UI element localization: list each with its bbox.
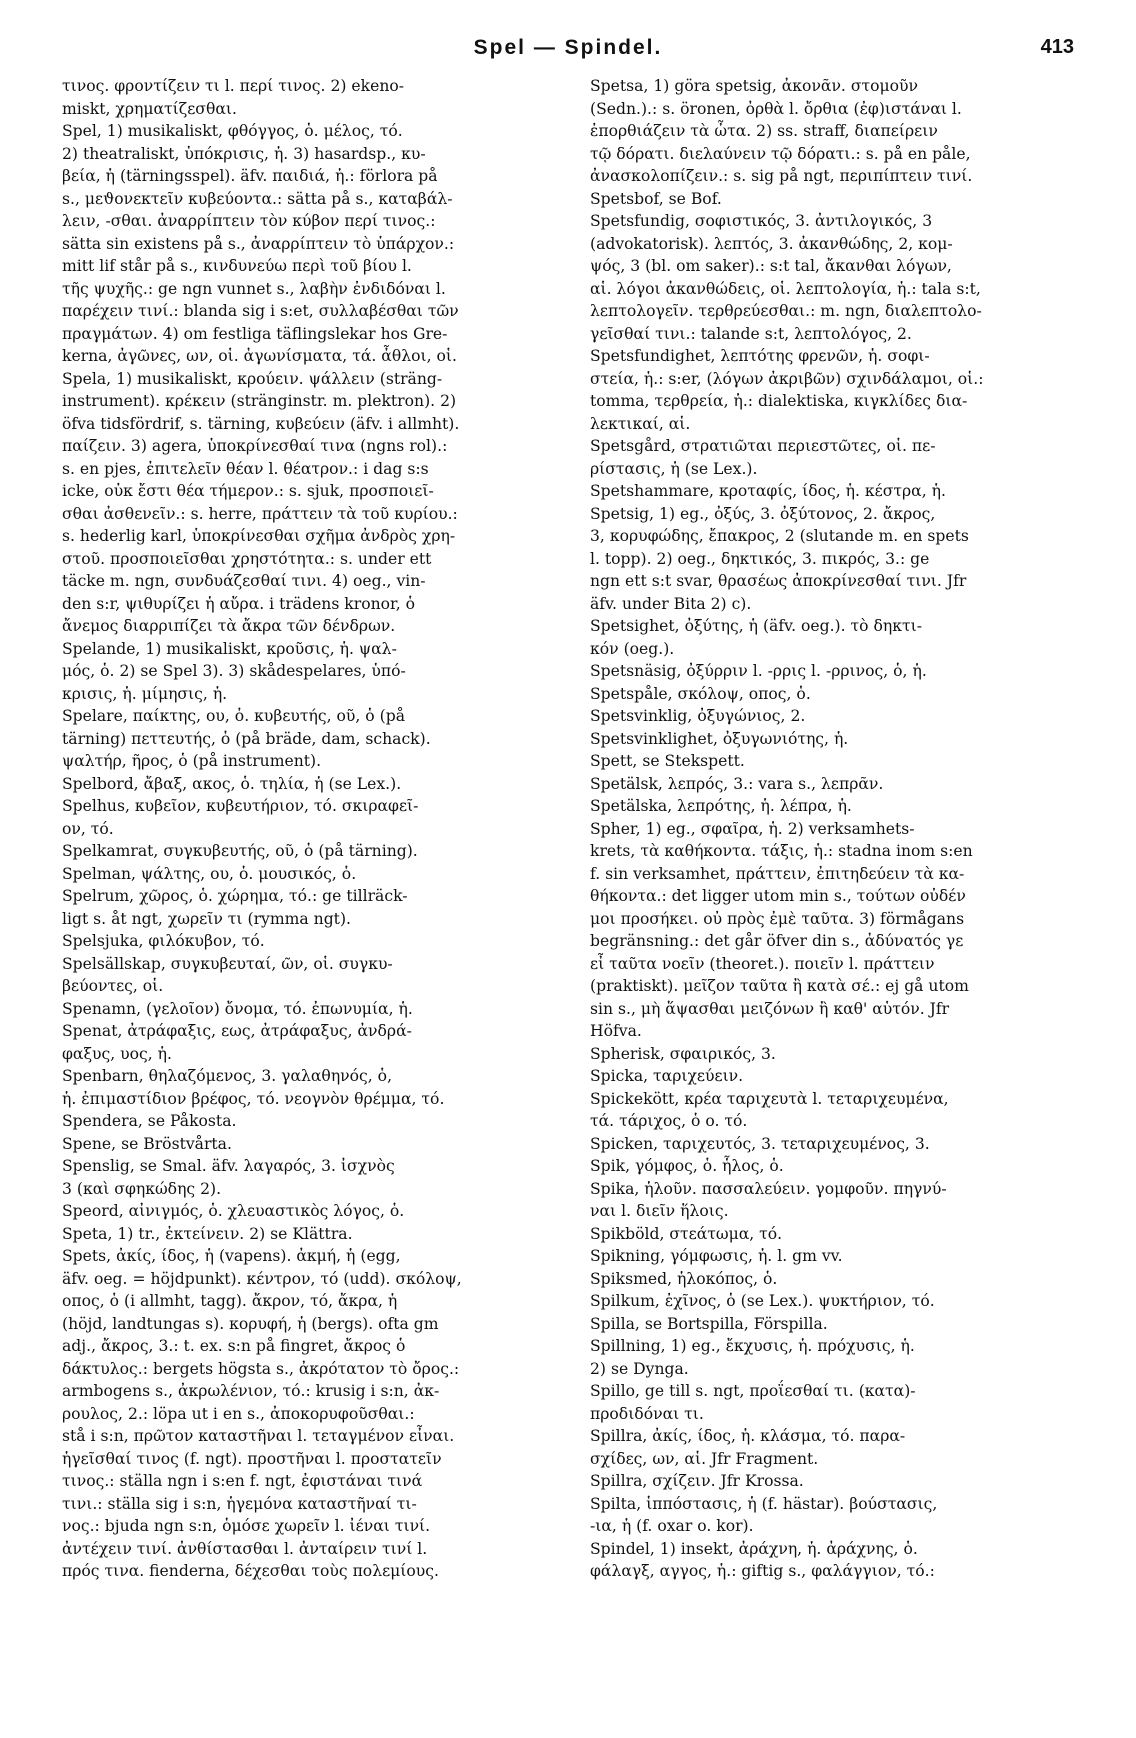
entry-line: ψαλτήρ, ῆρος, ὁ (på instrument).	[62, 752, 322, 770]
entry-line: tomma, τερθρεία, ἡ.: dialektiska, κιγκλίδες δια-	[590, 392, 968, 410]
entry-line: miskt, χρηματίζεσθαι.	[62, 99, 237, 118]
entry-line: Spetsfundig, σοφιστικός, 3. ἀντιλογικός, 3	[590, 212, 933, 230]
entry-line: Spetsbof, se Bof.	[590, 189, 722, 208]
entry-line: φάλαγξ, αγγος, ἡ.: giftig s., φαλάγγιον, τό.:	[590, 1562, 935, 1580]
entry-line: Spindel, 1) insekt, ἀράχνη, ἡ. ἀράχνης, ὁ.	[590, 1539, 918, 1558]
entry-line: Spendera, se Påkosta.	[62, 1112, 237, 1130]
entry-line: Spicka, ταριχεύειν.	[590, 1067, 744, 1085]
entry-line: τινι.: ställa sig i s:n, ἡγεμόνα καταστῆναί τι-	[62, 1494, 417, 1513]
entry-line: πρός τινα. fienderna, δέχεσθαι τοὺς πολεμίους.	[62, 1562, 439, 1580]
entry-line: Spelman, ψάλτης, ου, ὁ. μουσικός, ὁ.	[62, 864, 357, 883]
entry-line: στεία, ἡ.: s:er, (λόγων ἀκριβῶν) σχινδάλαμοι, οἱ.:	[590, 369, 984, 388]
entry-line: Spela, 1) musikaliskt, κρούειν. ψάλλειν (sträng-	[62, 369, 443, 388]
entry-line: Spherisk, σφαιρικός, 3.	[590, 1044, 776, 1063]
entry-line: Spher, 1) eg., σφαῖρα, ἡ. 2) verksamhets-	[590, 819, 915, 838]
entry-line: Spetshammare, κροταφίς, ίδος, ἡ. κέστρα, ἡ.	[590, 482, 946, 500]
entry-line: krets, τὰ καθήκοντα. τάξις, ἡ.: stadna inom s:en	[590, 842, 973, 860]
entry-line: s. en pjes, ἐπιτελεῖν θέαν l. θέατρον.: i dag s:s	[62, 459, 429, 478]
entry-line: τῆς ψυχῆς.: ge ngn vunnet s., λαβὴν ἐνδιδόναι l.	[62, 279, 446, 298]
entry-line: Spilkum, ἐχῖνος, ὁ (se Lex.). ψυκτήριον, τό.	[590, 1292, 935, 1310]
entry-line: täcke m. ngn, συνδυάζεσθαί τινι. 4) oeg., vin-	[62, 572, 426, 590]
entry-line: begränsning.: det går öfver din s., ἀδύνατός γε	[590, 932, 964, 950]
entry-line: ἡγεῖσθαί τινος (f. ngt). προστῆναι l. προστατεῖν	[62, 1449, 442, 1468]
entry-line: Spene, se Bröstvårta.	[62, 1134, 232, 1153]
page-number: 413	[1040, 36, 1074, 58]
entry-line: παίζειν. 3) agera, ὑποκρίνεσθαί τινα (ngns rol).:	[62, 437, 448, 455]
entry-line: Spiksmed, ἡλοκόπος, ὁ.	[590, 1269, 778, 1288]
entry-line: Spetsfundighet, λεπτότης φρενῶν, ἡ. σοφι-	[590, 347, 930, 365]
entry-line: Spets, ἀκίς, ίδος, ἡ (vapens). ἀκμή, ἡ (egg,	[62, 1247, 401, 1265]
entry-line: Spelare, παίκτης, ου, ὁ. κυβευτής, οῦ, ὁ (på	[62, 707, 406, 725]
entry-line: αἱ. λόγοι ἀκανθώδεις, οἱ. λεπτολογία, ἡ.: tala s:t,	[590, 279, 981, 298]
entry-line: ρίστασις, ἡ (se Lex.).	[590, 459, 758, 478]
entry-line: äfv. oeg. = höjdpunkt). κέντρον, τό (udd). σκόλοψ,	[62, 1269, 462, 1288]
entry-line: Spetsnäsig, ὀξύρριν l. -ρρις l. -ρρινος, ὁ, ἡ.	[590, 662, 927, 680]
entry-line: Spett, se Stekspett.	[590, 752, 745, 770]
entry-line: Spetälsk, λεπρός, 3.: vara s., λεπρᾶν.	[590, 774, 884, 793]
running-head: Spel — Spindel.	[473, 36, 663, 59]
entry-line: Spel, 1) musikaliskt, φθόγγος, ὁ. μέλος, τό.	[62, 122, 403, 140]
entry-line: Spenat, ἀτράφαξις, εως, ἀτράφαξυς, ἀνδρά-	[62, 1022, 412, 1040]
entry-line: Spillning, 1) eg., ἔκχυσις, ἡ. πρόχυσις, ἡ.	[590, 1337, 915, 1355]
entry-line: στοῦ. προσποιεῖσθαι χρηστότητα.: s. under ett	[62, 549, 432, 568]
entry-line: Spillo, ge till s. ngt, προΐεσθαί τι. (κατα)-	[590, 1382, 916, 1400]
entry-line: äfv. under Bita 2) c).	[590, 594, 752, 613]
entry-line: κόν (oeg.).	[590, 639, 675, 658]
entry-line: den s:r, ψιθυρίζει ἡ αὔρα. i trädens kronor, ὁ	[62, 594, 416, 613]
entry-line: tärning) πεττευτής, ὁ (på bräde, dam, schack).	[62, 729, 431, 748]
entry-line: 2) theatraliskt, ὑπόκρισις, ἡ. 3) hasardsp., κυ-	[62, 144, 426, 163]
entry-line: ρουλος, 2.: löpa ut i en s., ἀποκορυφοῦσθαι.:	[62, 1404, 415, 1423]
entry-line: s., μεϑονεκτεῖν κυβεύοντα.: sätta på s., καταβάλ-	[62, 189, 453, 208]
entry-line: -ια, ἡ (f. oxar o. kor).	[590, 1517, 754, 1535]
entry-line: Spillra, ἀκίς, ίδος, ἡ. κλάσμα, τό. παρα-	[590, 1427, 906, 1445]
right-column	[590, 75, 1076, 1715]
entry-line: εἶ ταῦτα νοεῖν (theoret.). ποιεῖν l. πράττειν	[590, 954, 935, 973]
entry-line: Spetspåle, σκόλοψ, οπος, ὁ.	[590, 684, 811, 703]
entry-line: Spelkamrat, συγκυβευτής, οῦ, ὁ (på tärning).	[62, 842, 418, 860]
entry-line: Spillra, σχίζειν. Jfr Krossa.	[590, 1472, 804, 1490]
entry-line: τά. τάριχος, ὁ o. τό.	[590, 1112, 748, 1130]
entry-line: (Sedn.).: s. öronen, ὀρθὰ l. ὄρθια (ἐφ)ιστάναι l.	[590, 99, 962, 118]
entry-line: f. sin verksamhet, πράττειν, ἐπιτηδεύειν τὰ κα-	[590, 864, 965, 883]
entry-line: Spetsa, 1) göra spetsig, ἀκονᾶν. στομοῦν	[590, 77, 918, 95]
entry-line: ngn ett s:t svar, θρασέως ἀποκρίνεσθαί τινι. Jfr	[590, 572, 967, 590]
entry-line: θήκοντα.: det ligger utom min s., τούτων οὐδέν	[590, 887, 966, 905]
entry-line: Spenslig, se Smal. äfv. λαγαρός, 3. ἰσχνὸς	[62, 1157, 395, 1175]
entry-line: Spetsighet, ὀξύτης, ἡ (äfv. oeg.). τὸ δηκτι-	[590, 617, 922, 635]
entry-line: Spelrum, χῶρος, ὁ. χώρημα, τό.: ge tillräck-	[62, 887, 408, 905]
entry-line: πραγμάτων. 4) om festliga täflingslekar hos Gre-	[62, 324, 448, 343]
entry-line: kerna, ἀγῶνες, ων, οἱ. ἀγωνίσματα, τά. ἆθλοι, οἱ.	[62, 347, 457, 365]
entry-line: Spelsällskap, συγκυβευταί, ῶν, οἱ. συγκυ-	[62, 954, 393, 973]
page-header	[0, 36, 1136, 66]
entry-line: Spelbord, ἄβαξ, ακος, ὁ. τηλία, ἡ (se Lex.).	[62, 774, 402, 793]
entry-line: (höjd, landtungas s). κορυφή, ἡ (bergs). ofta gm	[62, 1314, 439, 1333]
entry-line: Spelande, 1) musikaliskt, κροῦσις, ἡ. ψαλ-	[62, 639, 397, 658]
entry-line: Spetälska, λεπρότης, ἡ. λέπρα, ἡ.	[590, 797, 852, 815]
entry-line: ἀνασκολοπίζειν.: s. sig på ngt, περιπίπτειν τινί.	[590, 167, 973, 185]
entry-line: τινος.: ställa ngn i s:en f. ngt, ἐφιστάναι τινά	[62, 1472, 423, 1490]
entry-line: ligt s. åt ngt, χωρεῖν τι (rymma ngt).	[62, 909, 351, 928]
entry-line: öfva tidsfördrif, s. tärning, κυβεύειν (äfv. i allmht).	[62, 414, 460, 433]
entry-line: κρισις, ἡ. μίμησις, ἡ.	[62, 684, 228, 703]
entry-line: 2) se Dynga.	[590, 1359, 689, 1378]
entry-line: Spicken, ταριχευτός, 3. τεταριχευμένος, 3.	[590, 1134, 930, 1153]
entry-line: Spenbarn, θηλαζόμενος, 3. γαλαθηνός, ὁ,	[62, 1067, 393, 1085]
entry-line: ἡ. ἐπιμαστίδιον βρέφος, τό. νεογνὸν θρέμμα, τό.	[62, 1089, 445, 1108]
entry-line: Spika, ἡλοῦν. πασσαλεύειν. γομφοῦν. πηγνύ-	[590, 1179, 947, 1198]
entry-line: παρέχειν τινί.: blanda sig i s:et, συλλαβέσθαι τῶν	[62, 302, 459, 320]
entry-line: Spetsgård, στρατιῶται περιεστῶτες, οἱ. πε-	[590, 437, 936, 455]
left-column	[62, 75, 548, 1715]
entry-line: Spilta, ἱππόστασις, ἡ (f. hästar). βούστασις,	[590, 1494, 938, 1513]
entry-line: (advokatorisk). λεπτός, 3. ἀκανθώδης, 2, κομ-	[590, 234, 953, 253]
entry-line: l. topp). 2) oeg., δηκτικός, 3. πικρός, 3.: ge	[590, 549, 930, 568]
entry-line: μοι προσήκει. οὐ πρὸς ἐμὲ ταῦτα. 3) förmågans	[590, 909, 965, 928]
entry-line: βεύοντες, οἱ.	[62, 977, 164, 995]
entry-line: Speord, αἰνιγμός, ὁ. χλευαστικὸς λόγος, ὁ.	[62, 1202, 405, 1220]
entry-line: τῷ δόρατι. διελαύνειν τῷ δόρατι.: s. på en påle,	[590, 144, 971, 163]
entry-line: ἐπορθιάζειν τὰ ὦτα. 2) ss. straff, διαπείρειν	[590, 122, 938, 140]
entry-line: sin s., μὴ ἅψασθαι μειζόνων ἢ καθ' αὑτόν. Jfr	[590, 999, 950, 1018]
entry-line: λειν, -σθαι. ἀναρρίπτειν τὸν κύβον περί τινος.:	[62, 212, 436, 230]
entry-line: 3 (καὶ σφηκώδης 2).	[62, 1179, 222, 1198]
entry-line: γεῖσθαί τινι.: talande s:t, λεπτολόγος, 2.	[590, 324, 912, 343]
entry-line: δάκτυλος.: bergets högsta s., ἀκρότατον τὸ ὄρος.:	[62, 1359, 460, 1378]
entry-line: 3, κορυφώδης, ἔπακρος, 2 (slutande m. en spets	[590, 527, 969, 545]
entry-line: τινος. φροντίζειν τι l. περί τινος. 2) ekeno-	[62, 77, 405, 95]
entry-line: Spelsjuka, φιλόκυβον, τό.	[62, 932, 265, 950]
entry-line: ον, τό.	[62, 819, 114, 838]
entry-line: Spetsvinklig, ὀξυγώνιος, 2.	[590, 707, 806, 725]
entry-line: μός, ὁ. 2) se Spel 3). 3) skådespelares, ὑπό-	[62, 662, 406, 680]
entry-line: Spenamn, (γελοῖον) ὄνομα, τό. ἐπωνυμία, ἡ.	[62, 999, 413, 1018]
entry-line: ἀντέχειν τινί. ἀνθίστασθαι l. ἀνταίρειν τινί l.	[62, 1539, 428, 1558]
entry-line: σχίδες, ων, αἱ. Jfr Fragment.	[590, 1449, 819, 1468]
entry-line: σθαι ἀσθενεῖν.: s. herre, πράττειν τὰ τοῦ κυρίου.:	[62, 504, 458, 523]
entry-line: Spelhus, κυβεῖον, κυβευτήριον, τό. σκιραφεῖ-	[62, 797, 419, 815]
entry-line: λεπτολογεῖν. τερθρεύεσθαι.: m. ngn, διαλεπτολο-	[590, 302, 982, 320]
entry-line: adj., ἄκρος, 3.: t. ex. s:n på fingret, ἄκρος ὁ	[62, 1337, 406, 1355]
entry-line: Spik, γόμφος, ὁ. ἧλος, ὁ.	[590, 1157, 784, 1175]
entry-line: s. hederlig karl, ὑποκρίνεσθαι σχῆμα ἀνδρὸς χρη-	[62, 527, 456, 545]
entry-line: φαξυς, υος, ἡ.	[62, 1044, 172, 1063]
entry-line: Spetsvinklighet, ὀξυγωνιότης, ἡ.	[590, 729, 849, 748]
entry-line: νος.: bjuda ngn s:n, ὁμόσε χωρεῖν l. ἰέναι τινί.	[62, 1517, 431, 1535]
entry-line: icke, οὐκ ἔστι θέα τήμερον.: s. sjuk, προσποιεῖ-	[62, 482, 434, 500]
entry-line: instrument). κρέκειν (stränginstr. m. plektron). 2)	[62, 392, 457, 410]
entry-line: Spikböld, στεάτωμα, τό.	[590, 1224, 783, 1243]
entry-line: armbogens s., ἀκρωλένιον, τό.: krusig i s:n, ἀκ-	[62, 1382, 440, 1400]
entry-line: βεία, ἡ (tärningsspel). äfv. παιδιά, ἡ.: förlora på	[62, 167, 438, 185]
entry-line: ναι l. διεῖν ἥλοις.	[590, 1202, 729, 1220]
entry-line: Speta, 1) tr., ἐκτείνειν. 2) se Klättra.	[62, 1224, 353, 1243]
entry-line: Höfva.	[590, 1022, 642, 1040]
entry-line: οπος, ὁ (i allmht, tagg). ἄκρον, τό, ἄκρα, ἡ	[62, 1292, 398, 1310]
entry-line: sätta sin existens på s., ἀναρρίπτειν τὸ ὑπάρχον.:	[62, 234, 455, 253]
entry-line: ἄνεμος διαρριπίζει τὰ ἄκρα τῶν δένδρων.	[62, 617, 396, 635]
entry-line: Spikning, γόμφωσις, ἡ. l. gm vv.	[590, 1247, 843, 1265]
entry-line: προδιδόναι τι.	[590, 1404, 704, 1423]
entry-line: stå i s:n, πρῶτον καταστῆναι l. τεταγμένον εἶναι.	[62, 1427, 455, 1445]
entry-line: Spetsig, 1) eg., ὀξύς, 3. ὀξύτονος, 2. ἄκρος,	[590, 504, 936, 523]
entry-line: λεκτικαί, αἱ.	[590, 414, 691, 433]
entry-line: Spickekött, κρέα ταριχευτὰ l. τεταριχευμένα,	[590, 1089, 949, 1108]
entry-line: mitt lif står på s., κινδυνεύω περὶ τοῦ βίου l.	[62, 257, 412, 275]
entry-line: (praktiskt). μεῖζον ταῦτα ἢ κατὰ σέ.: ej gå utom	[590, 977, 969, 995]
entry-line: ψός, 3 (bl. om saker).: s:t tal, ἄκανθαι λόγων,	[590, 257, 952, 275]
entry-line: Spilla, se Bortspilla, Förspilla.	[590, 1314, 828, 1333]
